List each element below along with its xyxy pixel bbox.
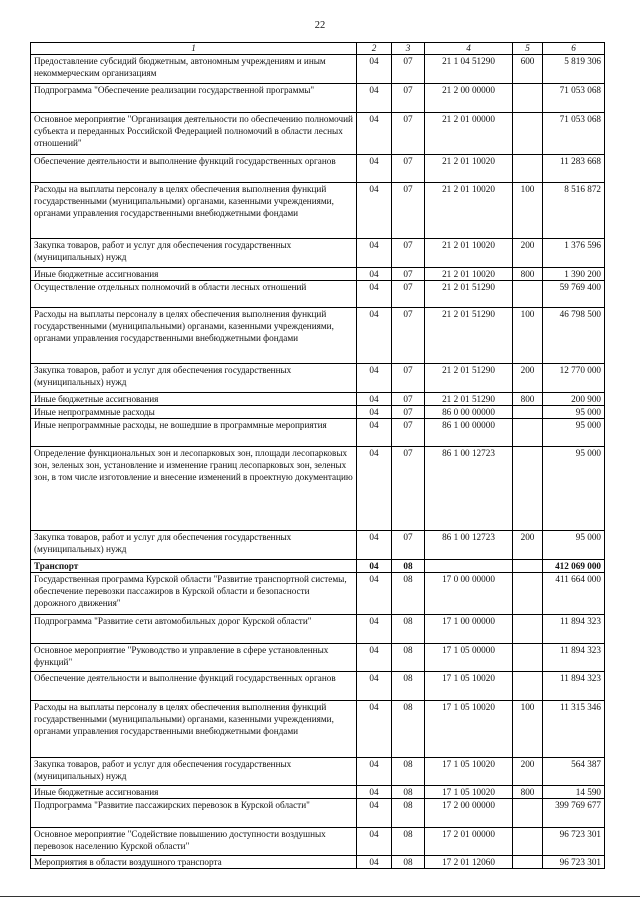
row-sum-cell: 8 516 872: [543, 183, 605, 239]
row-target-code-cell: 17 2 00 00000: [425, 799, 513, 828]
row-name-cell: Расходы на выплаты персоналу в целях обеспечения выполнения функций государственными (муниципальными) органами, казенными учреждениями, органами управления государственными внебюджетными фондами: [31, 183, 357, 239]
row-sum-cell: 564 387: [543, 758, 605, 786]
row-name-cell: Закупка товаров, работ и услуг для обеспечения государственных (муниципальных) нужд: [31, 239, 357, 268]
row-subsection-cell: 08: [392, 828, 425, 856]
row-name-cell: Подпрограмма "Обеспечение реализации государственной программы": [31, 84, 357, 113]
table-row: [31, 560, 605, 573]
row-section-cell: 04: [357, 531, 392, 560]
row-target-code-cell: 17 1 05 10020: [425, 701, 513, 758]
row-name-cell: Иные непрограммные расходы, не вошедшие в программные мероприятия: [31, 419, 357, 447]
row-target-code-cell: 21 2 01 10020: [425, 155, 513, 183]
row-target-code-cell: 17 1 05 10020: [425, 672, 513, 701]
row-sum-cell: 95 000: [543, 531, 605, 560]
row-subsection-cell: 07: [392, 419, 425, 447]
row-expense-type-cell: 200: [513, 758, 543, 786]
row-target-code-cell: 21 2 01 10020: [425, 239, 513, 268]
row-expense-type-cell: 600: [513, 55, 543, 84]
row-name-cell: Обеспечение деятельности и выполнение функций государственных органов: [31, 672, 357, 701]
row-expense-type-cell: [513, 155, 543, 183]
table-row: [31, 672, 605, 701]
row-name-cell: Транспорт: [31, 560, 357, 573]
row-section-cell: 04: [357, 268, 392, 281]
row-target-code-cell: 21 2 00 00000: [425, 84, 513, 113]
page-bottom-rule: [0, 896, 640, 897]
row-name-cell: Закупка товаров, работ и услуг для обеспечения государственных (муниципальных) нужд: [31, 531, 357, 560]
row-sum-cell: 11 894 323: [543, 615, 605, 644]
row-section-cell: 04: [357, 615, 392, 644]
table-row: [31, 393, 605, 406]
row-subsection-cell: 08: [392, 615, 425, 644]
row-expense-type-cell: [513, 856, 543, 869]
row-target-code-cell: 86 1 00 12723: [425, 531, 513, 560]
header-row: [31, 43, 605, 55]
row-name-cell: Подпрограмма "Развитие сети автомобильных дорог Курской области": [31, 615, 357, 644]
row-name-cell: Основное мероприятие "Руководство и управление в сфере установленных функций": [31, 644, 357, 672]
row-subsection-cell: 08: [392, 758, 425, 786]
row-expense-type-cell: [513, 615, 543, 644]
budget-table: [30, 42, 605, 869]
table-row: [31, 758, 605, 786]
row-target-code-cell: 17 2 01 00000: [425, 828, 513, 856]
table-row: [31, 644, 605, 672]
row-subsection-cell: 07: [392, 84, 425, 113]
row-name-cell: Основное мероприятие "Содействие повышению доступности воздушных перевозок населению Курской области": [31, 828, 357, 856]
row-subsection-cell: 08: [392, 672, 425, 701]
row-sum-cell: 59 769 400: [543, 281, 605, 308]
column-header-sum: 6: [543, 43, 605, 55]
row-name-cell: Определение функциональных зон и лесопарковых зон, площади лесопарковых зон, зеленых зон, установление и изменение границ лесопарковых зон, зеленых зон, в том числе изготовление и внесение изменений в проектную документацию: [31, 447, 357, 531]
table-row: [31, 786, 605, 799]
row-sum-cell: 71 053 068: [543, 84, 605, 113]
table-row: [31, 155, 605, 183]
table-row: [31, 799, 605, 828]
table-row: [31, 281, 605, 308]
column-header-expense-type: 5: [513, 43, 543, 55]
row-subsection-cell: 07: [392, 155, 425, 183]
row-name-cell: Обеспечение деятельности и выполнение функций государственных органов: [31, 155, 357, 183]
row-expense-type-cell: 800: [513, 786, 543, 799]
row-section-cell: 04: [357, 644, 392, 672]
row-subsection-cell: 07: [392, 406, 425, 419]
row-target-code-cell: [425, 560, 513, 573]
row-section-cell: 04: [357, 239, 392, 268]
row-name-cell: Расходы на выплаты персоналу в целях обеспечения выполнения функций государственными (муниципальными) органами, казенными учреждениями, органами управления государственными внебюджетными фондами: [31, 308, 357, 364]
table-body: [31, 55, 605, 869]
row-expense-type-cell: [513, 573, 543, 615]
table-row: [31, 84, 605, 113]
row-subsection-cell: 08: [392, 644, 425, 672]
row-expense-type-cell: 200: [513, 239, 543, 268]
row-section-cell: 04: [357, 155, 392, 183]
row-sum-cell: 46 798 500: [543, 308, 605, 364]
row-section-cell: 04: [357, 84, 392, 113]
row-expense-type-cell: [513, 828, 543, 856]
row-sum-cell: 96 723 301: [543, 828, 605, 856]
table-row: [31, 364, 605, 393]
row-name-cell: Государственная программа Курской области "Развитие транспортной системы, обеспечение перевозки пассажиров в Курской области и безопасности дорожного движения": [31, 573, 357, 615]
table-row: [31, 406, 605, 419]
row-sum-cell: 95 000: [543, 447, 605, 531]
row-subsection-cell: 07: [392, 364, 425, 393]
row-sum-cell: 399 769 677: [543, 799, 605, 828]
row-name-cell: Осуществление отдельных полномочий в области лесных отношений: [31, 281, 357, 308]
row-subsection-cell: 07: [392, 239, 425, 268]
row-sum-cell: 412 069 000: [543, 560, 605, 573]
row-sum-cell: 12 770 000: [543, 364, 605, 393]
row-subsection-cell: 07: [392, 308, 425, 364]
table-row: [31, 573, 605, 615]
row-name-cell: Расходы на выплаты персоналу в целях обеспечения выполнения функций государственными (муниципальными) органами, казенными учреждениями, органами управления государственными внебюджетными фондами: [31, 701, 357, 758]
table-row: [31, 615, 605, 644]
row-section-cell: 04: [357, 406, 392, 419]
table-row: [31, 531, 605, 560]
row-target-code-cell: 21 2 01 51290: [425, 393, 513, 406]
row-sum-cell: 11 283 668: [543, 155, 605, 183]
row-section-cell: 04: [357, 113, 392, 155]
row-subsection-cell: 07: [392, 393, 425, 406]
row-expense-type-cell: 100: [513, 701, 543, 758]
row-expense-type-cell: 800: [513, 268, 543, 281]
row-name-cell: Иные бюджетные ассигнования: [31, 393, 357, 406]
row-target-code-cell: 17 1 05 00000: [425, 644, 513, 672]
row-name-cell: Закупка товаров, работ и услуг для обеспечения государственных (муниципальных) нужд: [31, 758, 357, 786]
row-expense-type-cell: [513, 672, 543, 701]
row-target-code-cell: 21 2 01 00000: [425, 113, 513, 155]
row-sum-cell: 1 376 596: [543, 239, 605, 268]
row-name-cell: Иные непрограммные расходы: [31, 406, 357, 419]
row-sum-cell: 11 315 346: [543, 701, 605, 758]
row-section-cell: 04: [357, 799, 392, 828]
row-name-cell: Мероприятия в области воздушного транспорта: [31, 856, 357, 869]
row-target-code-cell: 17 2 01 12060: [425, 856, 513, 869]
row-expense-type-cell: 200: [513, 531, 543, 560]
row-section-cell: 04: [357, 672, 392, 701]
column-header-subsection: 3: [392, 43, 425, 55]
column-header-section: 2: [357, 43, 392, 55]
row-subsection-cell: 07: [392, 183, 425, 239]
table-row: [31, 268, 605, 281]
row-target-code-cell: 21 2 01 51290: [425, 364, 513, 393]
table-row: [31, 183, 605, 239]
row-name-cell: Иные бюджетные ассигнования: [31, 786, 357, 799]
row-subsection-cell: 07: [392, 281, 425, 308]
table-row: [31, 828, 605, 856]
row-expense-type-cell: [513, 644, 543, 672]
row-subsection-cell: 08: [392, 701, 425, 758]
row-subsection-cell: 08: [392, 786, 425, 799]
row-section-cell: 04: [357, 281, 392, 308]
column-header-target-code: 4: [425, 43, 513, 55]
table-row: [31, 447, 605, 531]
row-expense-type-cell: [513, 447, 543, 531]
row-name-cell: Иные бюджетные ассигнования: [31, 268, 357, 281]
row-sum-cell: 5 819 306: [543, 55, 605, 84]
row-sum-cell: 11 894 323: [543, 672, 605, 701]
row-subsection-cell: 08: [392, 560, 425, 573]
row-subsection-cell: 07: [392, 447, 425, 531]
row-sum-cell: 1 390 200: [543, 268, 605, 281]
row-section-cell: 04: [357, 393, 392, 406]
row-target-code-cell: 21 2 01 51290: [425, 308, 513, 364]
row-target-code-cell: 21 1 04 51290: [425, 55, 513, 84]
row-section-cell: 04: [357, 308, 392, 364]
row-subsection-cell: 07: [392, 531, 425, 560]
column-header-name: 1: [31, 43, 357, 55]
row-sum-cell: 411 664 000: [543, 573, 605, 615]
table-row: [31, 308, 605, 364]
row-expense-type-cell: [513, 113, 543, 155]
row-section-cell: 04: [357, 560, 392, 573]
table-row: [31, 856, 605, 869]
row-sum-cell: 11 894 323: [543, 644, 605, 672]
row-section-cell: 04: [357, 364, 392, 393]
row-sum-cell: 96 723 301: [543, 856, 605, 869]
row-subsection-cell: 07: [392, 113, 425, 155]
row-section-cell: 04: [357, 183, 392, 239]
table-row: [31, 419, 605, 447]
row-name-cell: Подпрограмма "Развитие пассажирских перевозок в Курской области": [31, 799, 357, 828]
row-target-code-cell: 17 1 00 00000: [425, 615, 513, 644]
row-expense-type-cell: 200: [513, 364, 543, 393]
row-subsection-cell: 07: [392, 55, 425, 84]
row-expense-type-cell: [513, 419, 543, 447]
row-section-cell: 04: [357, 758, 392, 786]
row-section-cell: 04: [357, 786, 392, 799]
row-target-code-cell: 86 0 00 00000: [425, 406, 513, 419]
row-name-cell: Закупка товаров, работ и услуг для обеспечения государственных (муниципальных) нужд: [31, 364, 357, 393]
row-target-code-cell: 17 0 00 00000: [425, 573, 513, 615]
row-sum-cell: 71 053 068: [543, 113, 605, 155]
table-row: [31, 113, 605, 155]
row-expense-type-cell: [513, 560, 543, 573]
row-section-cell: 04: [357, 701, 392, 758]
row-name-cell: Предоставление субсидий бюджетным, автономным учреждениям и иным некоммерческим организациям: [31, 55, 357, 84]
row-expense-type-cell: [513, 84, 543, 113]
row-section-cell: 04: [357, 419, 392, 447]
row-sum-cell: 200 900: [543, 393, 605, 406]
page-number: 22: [314, 20, 326, 31]
row-target-code-cell: 17 1 05 10020: [425, 786, 513, 799]
row-target-code-cell: 21 2 01 51290: [425, 281, 513, 308]
row-expense-type-cell: 100: [513, 308, 543, 364]
row-subsection-cell: 08: [392, 799, 425, 828]
row-subsection-cell: 08: [392, 573, 425, 615]
row-expense-type-cell: 100: [513, 183, 543, 239]
table-row: [31, 55, 605, 84]
row-expense-type-cell: [513, 281, 543, 308]
row-subsection-cell: 07: [392, 268, 425, 281]
row-expense-type-cell: [513, 406, 543, 419]
row-target-code-cell: 17 1 05 10020: [425, 758, 513, 786]
row-section-cell: 04: [357, 828, 392, 856]
row-expense-type-cell: [513, 799, 543, 828]
row-section-cell: 04: [357, 447, 392, 531]
table-row: [31, 701, 605, 758]
table-row: [31, 239, 605, 268]
row-target-code-cell: 86 1 00 12723: [425, 447, 513, 531]
row-section-cell: 04: [357, 55, 392, 84]
row-subsection-cell: 08: [392, 856, 425, 869]
row-expense-type-cell: 800: [513, 393, 543, 406]
row-section-cell: 04: [357, 856, 392, 869]
row-target-code-cell: 21 2 01 10020: [425, 268, 513, 281]
row-target-code-cell: 21 2 01 10020: [425, 183, 513, 239]
row-target-code-cell: 86 1 00 00000: [425, 419, 513, 447]
row-name-cell: Основное мероприятие "Организация деятельности по обеспечению полномочий субъекта и переданных Российской Федерацией полномочий в области лесных отношений": [31, 113, 357, 155]
row-sum-cell: 95 000: [543, 406, 605, 419]
row-sum-cell: 14 590: [543, 786, 605, 799]
row-sum-cell: 95 000: [543, 419, 605, 447]
row-section-cell: 04: [357, 573, 392, 615]
